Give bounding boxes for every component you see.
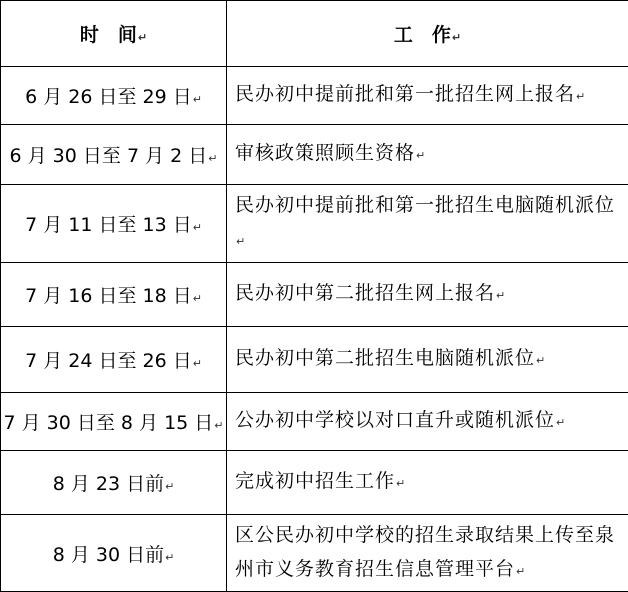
table-row (1, 185, 628, 263)
paragraph-mark-icon: ↵ (556, 416, 566, 429)
work-text: 区公民办初中学校的招生录取结果上传至泉州市义务教育招生信息管理平台 (235, 524, 615, 580)
work-cell (227, 515, 628, 592)
header-work-label: 工 作 (394, 24, 451, 46)
paragraph-mark-icon: ↵ (193, 292, 202, 305)
paragraph-mark-icon: ↵ (516, 565, 526, 578)
time-cell (1, 263, 227, 327)
work-text: 完成初中招生工作 (235, 470, 395, 492)
table-row (1, 451, 628, 515)
time-cell (1, 185, 227, 263)
paragraph-mark-icon: ↵ (193, 93, 202, 106)
paragraph-mark-icon: ↵ (236, 235, 246, 248)
table-row (1, 327, 628, 393)
work-cell (227, 327, 628, 393)
work-text: 民办初中提前批和第一批招生电脑随机派位 (235, 194, 615, 216)
time-text: 7 月 24 日至 26 日 (25, 350, 192, 372)
work-text: 审核政策照顾生资格 (235, 142, 415, 164)
table-row (1, 515, 628, 592)
time-text: 8 月 23 日前 (53, 473, 164, 495)
time-text: 7 月 11 日至 13 日 (25, 214, 192, 236)
header-work (227, 1, 628, 67)
work-cell (227, 393, 628, 451)
paragraph-mark-icon: ↵ (165, 551, 174, 564)
table-row (1, 393, 628, 451)
paragraph-mark-icon: ↵ (193, 357, 202, 370)
paragraph-mark-icon: ↵ (536, 354, 546, 367)
paragraph-mark-icon: ↵ (208, 152, 217, 165)
time-text: 7 月 30 日至 8 月 15 日 (3, 412, 213, 434)
time-cell (1, 327, 227, 393)
work-text: 民办初中提前批和第一批招生网上报名 (235, 83, 575, 105)
work-cell (227, 125, 628, 185)
time-cell (1, 515, 227, 592)
header-time (1, 1, 227, 67)
paragraph-mark-icon: ↵ (452, 31, 461, 44)
work-cell (227, 451, 628, 515)
paragraph-mark-icon: ↵ (496, 289, 506, 302)
time-text: 6 月 30 日至 7 月 2 日 (10, 145, 208, 167)
work-text: 民办初中第二批招生电脑随机派位 (235, 347, 535, 369)
paragraph-mark-icon: ↵ (396, 477, 406, 490)
paragraph-mark-icon: ↵ (165, 480, 174, 493)
paragraph-mark-icon: ↵ (576, 90, 586, 103)
work-cell (227, 185, 628, 263)
paragraph-mark-icon: ↵ (416, 149, 426, 162)
work-text: 公办初中学校以对口直升或随机派位 (235, 409, 555, 431)
paragraph-mark-icon: ↵ (193, 221, 202, 234)
work-cell (227, 67, 628, 125)
paragraph-mark-icon: ↵ (138, 31, 147, 44)
paragraph-mark-icon: ↵ (214, 419, 223, 432)
table-header-row (1, 1, 628, 67)
header-time-label: 时 间 (80, 24, 137, 46)
time-text: 6 月 26 日至 29 日 (25, 86, 192, 108)
work-text: 民办初中第二批招生网上报名 (235, 282, 495, 304)
time-text: 8 月 30 日前 (53, 544, 164, 566)
time-cell (1, 125, 227, 185)
time-text: 7 月 16 日至 18 日 (25, 285, 192, 307)
work-cell (227, 263, 628, 327)
time-cell (1, 67, 227, 125)
table-row (1, 125, 628, 185)
time-cell (1, 393, 227, 451)
table-row (1, 263, 628, 327)
time-cell (1, 451, 227, 515)
table-row (1, 67, 628, 125)
